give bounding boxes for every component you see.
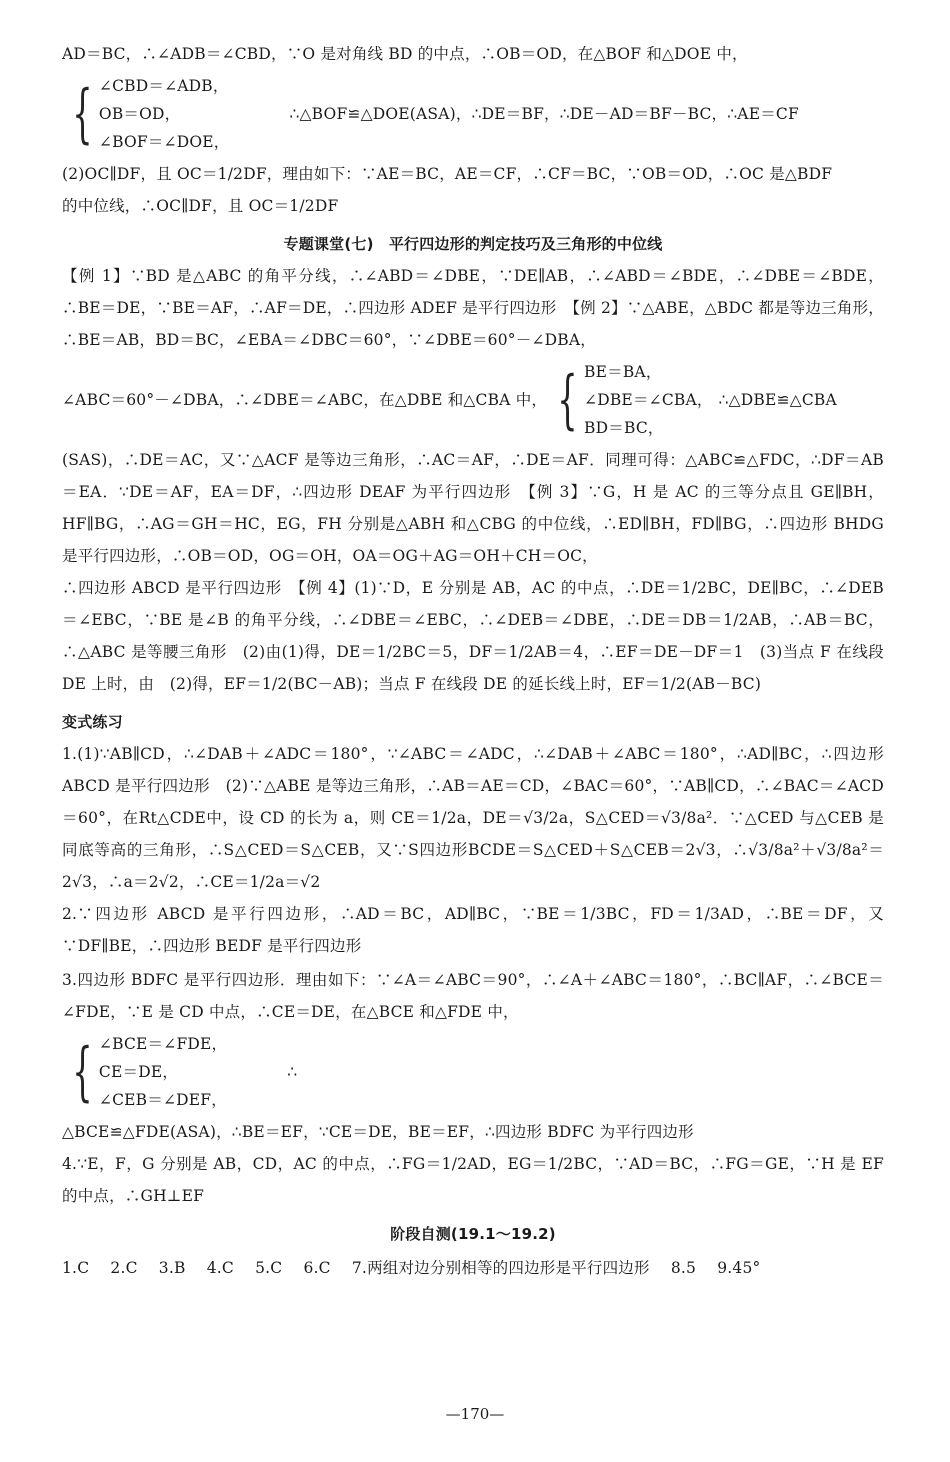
answer-item: 5.C [255, 1259, 283, 1277]
system-line: ∠CBD＝∠ADB， [98, 77, 229, 95]
section-title: 专题课堂(七) 平行四边形的判定技巧及三角形的中位线 [283, 235, 663, 253]
system-line: OB＝OD， [98, 105, 181, 123]
answer-item: 1.C [62, 1259, 90, 1277]
equation-system [62, 358, 884, 442]
system-line: BD＝BC， [584, 419, 664, 437]
answer-item: 2.C [110, 1259, 138, 1277]
answer-item: 9.45° [717, 1259, 761, 1277]
paragraph: ∴四边形 ABCD 是平行四边形 【例 4】(1)∵D，E 分别是 AB，AC 的中点，∴DE＝1/2BC，DE∥BC，∴∠DEB＝∠EBC，∵BE 是∠B 的角平分线，∴∠DBE＝∠EBC，∴∠DEB＝∠DBE，∴DE＝DB＝1/2AB，∴AB＝BC，∴△ABC 是等腰三角形 (2)由(1)得，DE＝1/2BC＝5，DF＝1/2AB＝4，∴EF＝DE－DF＝1 (3)当点 F 在线段 DE 上时，由 (2)得，EF＝1/2(BC－AB)；当点 F 在线段 DE 的延长线上时，EF＝1/2(AB－BC) [62, 579, 884, 693]
system-conclusion: ∴△BOF≌△DOE(ASA)，∴DE＝BF，∴DE－AD＝BF－BC，∴AE＝CF [289, 105, 799, 123]
paragraph: △BCE≌△FDE(ASA)，∴BE＝EF，∵CE＝DE，BE＝EF，∴四边形 BDFC 为平行四边形 [62, 1123, 694, 1141]
paragraph: (SAS)，∴DE＝AC，又∵△ACF 是等边三角形，∴AC＝AF，∴DE＝AF．同理可得：△ABC≌△FDC，∴DF＝AB＝EA．∵DE＝AF，EA＝DF，∴四边形 DEAF 为平行四边形 【例 3】∵G，H 是 AC 的三等分点且 GE∥BH，HF∥BG，∴AG＝GH＝HC，EG，FH 分别是△ABH 和△CBG 的中位线，∴ED∥BH，FD∥BG，∴四边形 BHDG 是平行四边形，∴OB＝OD，OG＝OH，OA＝OG＋AG＝OH＋CH＝OC， [62, 451, 884, 565]
system-line: ∠DBE＝∠CBA， [584, 391, 713, 409]
system-conclusion: ∴△DBE≌△CBA [718, 391, 837, 409]
answer-item: 7.两组对边分别相等的四边形是平行四边形 [351, 1259, 650, 1277]
section-title: 阶段自测(19.1～19.2) [390, 1225, 556, 1243]
system-line: ∠CEB＝∠DEF， [98, 1091, 227, 1109]
system-line: ∠BCE＝∠FDE， [98, 1035, 228, 1053]
answer-item: 4.C [206, 1259, 234, 1277]
answer-item: 3.B [158, 1259, 186, 1277]
system-intro: ∠ABC＝60°－∠DBA，∴∠DBE＝∠ABC，在△DBE 和△CBA 中， [62, 391, 548, 409]
left-brace: { [72, 77, 93, 151]
equation-system [62, 72, 884, 156]
answer-item: 8.5 [670, 1259, 697, 1277]
system-line: ∠BOF＝∠DOE， [98, 133, 230, 151]
paragraph: 【例 1】∵BD 是△ABC 的角平分线，∴∠ABD＝∠DBE，∵DE∥AB，∴∠ABD＝∠BDE，∴∠DBE＝∠BDE，∴BE＝DE，∵BE＝AF，∴AF＝DE，∴四边形 ADEF 是平行四边形 【例 2】∵△ABE，△BDC 都是等边三角形，∴BE＝AB，BD＝BC，∠EBA＝∠DBC＝60°，∵∠DBE＝60°－∠DBA， [62, 267, 884, 349]
paragraph: 的中位线，∴OC∥DF，且 OC＝1/2DF [62, 197, 339, 215]
left-brace: { [557, 363, 578, 437]
subsection-title: 变式练习 [62, 713, 123, 731]
equation-system [62, 964, 884, 1028]
answer-page [62, 38, 884, 1284]
paragraph: 1.(1)∵AB∥CD，∴∠DAB＋∠ADC＝180°，∵∠ABC＝∠ADC，∴∠DAB＋∠ABC＝180°，∴AD∥BC，∴四边形 ABCD 是平行四边形 (2)∵△ABE 是等边三角形，∴AB＝AE＝CD，∠BAC＝60°，∵AB∥CD，∴∠BAC＝∠ACD＝60°，在Rt△CDE中，设 CD 的长为 a，则 CE＝1/2a，DE＝√3/2a，S△CED＝√3/8a²．∵△CED 与△CEB 是同底等高的三角形，∴S△CED＝S△CEB，又∵S四边形BCDE＝S△CED＋S△CEB＝2√3，∴√3/8a²＋√3/8a²＝2√3，∴a＝2√2，∴CE＝1/2a＝√2 [62, 745, 884, 891]
left-brace: { [72, 1035, 93, 1109]
page-number: —170— [445, 1405, 505, 1423]
paragraph: 4.∵E，F，G 分别是 AB，CD，AC 的中点，∴FG＝1/2AD，EG＝1/2BC，∵AD＝BC，∴FG＝GE，∵H 是 EF 的中点，∴GH⊥EF [62, 1155, 884, 1205]
system-line: BE＝BA， [584, 363, 662, 381]
system-conclusion: ∴ [287, 1063, 298, 1081]
system-line: CE＝DE， [98, 1063, 179, 1081]
paragraph: (2)OC∥DF，且 OC＝1/2DF，理由如下：∵AE＝BC，AE＝CF，∴CF＝BC，∵OB＝OD，∴OC 是△BDF [62, 165, 833, 183]
equation-system [62, 1030, 884, 1114]
answer-list [62, 1252, 884, 1284]
system-intro: 3.四边形 BDFC 是平行四边形．理由如下：∵∠A＝∠ABC＝90°，∴∠A＋∠ABC＝180°，∴BC∥AF，∴∠BCE＝∠FDE，∵E 是 CD 中点，∴CE＝DE，在△BCE 和△FDE 中， [62, 971, 884, 1021]
paragraph: 2.∵四边形 ABCD 是平行四边形，∴AD＝BC，AD∥BC，∵BE＝1/3BC，FD＝1/3AD，∴BE＝DF，又∵DF∥BE，∴四边形 BEDF 是平行四边形 [62, 905, 884, 955]
paragraph: AD＝BC，∴∠ADB＝∠CBD，∵O 是对角线 BD 的中点，∴OB＝OD，在△BOF 和△DOE 中， [62, 45, 748, 63]
answer-item: 6.C [303, 1259, 331, 1277]
